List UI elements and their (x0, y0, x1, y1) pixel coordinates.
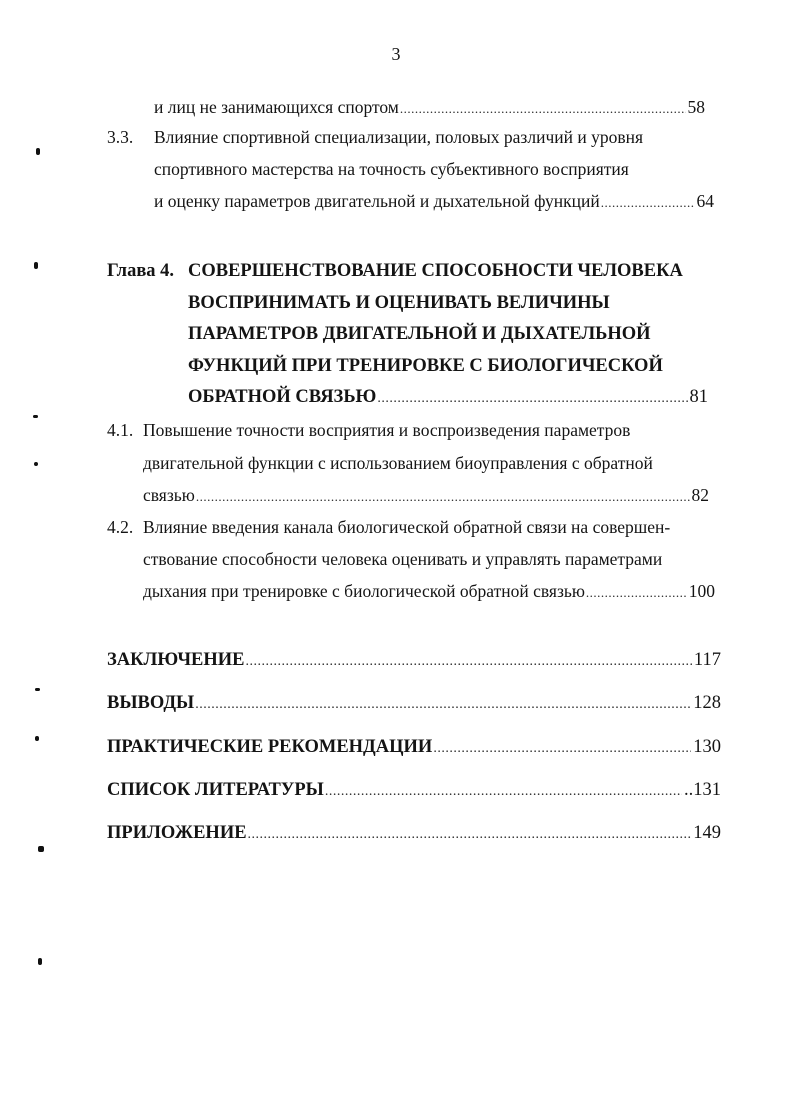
toc-entry-title: и лиц не занимающихся спортом (154, 97, 399, 117)
toc-entry-title: дыхания при тренировке с биологической обратной связью (143, 581, 585, 601)
toc-entry (107, 417, 630, 443)
toc-entry-continuation (143, 546, 662, 572)
scan-speck (34, 262, 38, 269)
leader-dots (325, 777, 682, 807)
toc-entry-findings (107, 688, 721, 720)
scan-speck (33, 415, 38, 418)
chapter-heading-continuation (188, 351, 663, 381)
toc-page-number: 100 (688, 581, 715, 601)
toc-page-number: 58 (687, 97, 705, 117)
toc-entry-recommendations (107, 732, 721, 764)
toc-entry-title: ВЫВОДЫ (107, 693, 195, 713)
toc-entry (107, 124, 643, 150)
toc-entry-continuation (143, 578, 715, 606)
scan-speck (38, 958, 42, 965)
leader-dots (586, 580, 687, 606)
chapter-title: СОВЕРШЕНСТВОВАНИЕ СПОСОБНОСТИ ЧЕЛОВЕКА (188, 261, 683, 281)
chapter-title: ПАРАМЕТРОВ ДВИГАТЕЛЬНОЙ И ДЫХАТЕЛЬНОЙ (188, 324, 651, 344)
toc-entry-title: Влияние введения канала биологической обратной связи на совершен- (143, 517, 671, 537)
section-number: 3.3. (107, 127, 134, 147)
chapter-title: ОБРАТНОЙ СВЯЗЬЮ (188, 387, 377, 407)
section-number: 4.2. (107, 517, 134, 537)
leader-dots (400, 96, 686, 122)
toc-page-number: 81 (689, 387, 708, 407)
toc-entry-title: Влияние спортивной специализации, половых различий и уровня (154, 127, 644, 147)
page-number: 3 (391, 44, 401, 64)
toc-entry-title: ПРАКТИЧЕСКИЕ РЕКОМЕНДАЦИИ (107, 737, 433, 757)
toc-page-number: 130 (693, 737, 721, 757)
chapter-heading-continuation (188, 382, 708, 414)
toc-entry-title: Повышение точности восприятия и воспроизведения параметров (143, 420, 631, 440)
toc-entry-continuation (143, 482, 709, 510)
toc-page-number: 64 (696, 191, 714, 211)
toc-page-number: 82 (691, 485, 709, 505)
toc-entry-appendix (107, 818, 721, 850)
toc-entry-title: двигательной функции с использованием биоуправления с обратной (143, 453, 653, 473)
chapter-heading-continuation (188, 319, 651, 349)
scan-speck (38, 846, 44, 852)
scan-speck (35, 688, 40, 691)
leader-dots (248, 820, 692, 850)
toc-entry-title: связью (143, 485, 195, 505)
toc-entry-title: спортивного мастерства на точность субъективного восприятия (154, 159, 629, 179)
toc-page-number: 117 (693, 650, 721, 670)
toc-entry-title: ПРИЛОЖЕНИЕ (107, 823, 247, 843)
toc-entry-references (107, 775, 721, 807)
chapter-title: ВОСПРИНИМАТЬ И ОЦЕНИВАТЬ ВЕЛИЧИНЫ (188, 293, 610, 313)
leader-dots (195, 690, 691, 720)
scan-speck (36, 148, 40, 155)
toc-page-number: ..131 (684, 780, 721, 800)
scan-speck (35, 736, 39, 741)
leader-dots (433, 734, 691, 764)
toc-entry (154, 94, 705, 122)
toc-entry-continuation (154, 156, 629, 182)
toc-entry-title: СПИСОК ЛИТЕРАТУРЫ (107, 780, 324, 800)
chapter-heading-continuation (188, 288, 610, 318)
toc-entry-title: и оценку параметров двигательной и дыхательной функций (154, 191, 600, 211)
toc-page-number: 149 (693, 823, 721, 843)
toc-entry (107, 514, 670, 540)
leader-dots (377, 384, 687, 414)
toc-entry-continuation (154, 188, 714, 216)
toc-page-number: 128 (693, 693, 721, 713)
toc-entry-conclusion (107, 645, 721, 677)
toc-entry-title: ствование способности человека оценивать и управлять параметрами (143, 549, 663, 569)
leader-dots (196, 484, 690, 510)
chapter-title: ФУНКЦИЙ ПРИ ТРЕНИРОВКЕ С БИОЛОГИЧЕСКОЙ (188, 356, 663, 376)
scan-speck (34, 462, 38, 466)
toc-entry-title: ЗАКЛЮЧЕНИЕ (107, 650, 245, 670)
leader-dots (601, 190, 695, 216)
toc-entry-continuation (143, 450, 653, 476)
chapter-heading (107, 256, 683, 286)
section-number: 4.1. (107, 420, 134, 440)
leader-dots (246, 647, 692, 677)
chapter-label: Глава 4. (107, 261, 175, 281)
